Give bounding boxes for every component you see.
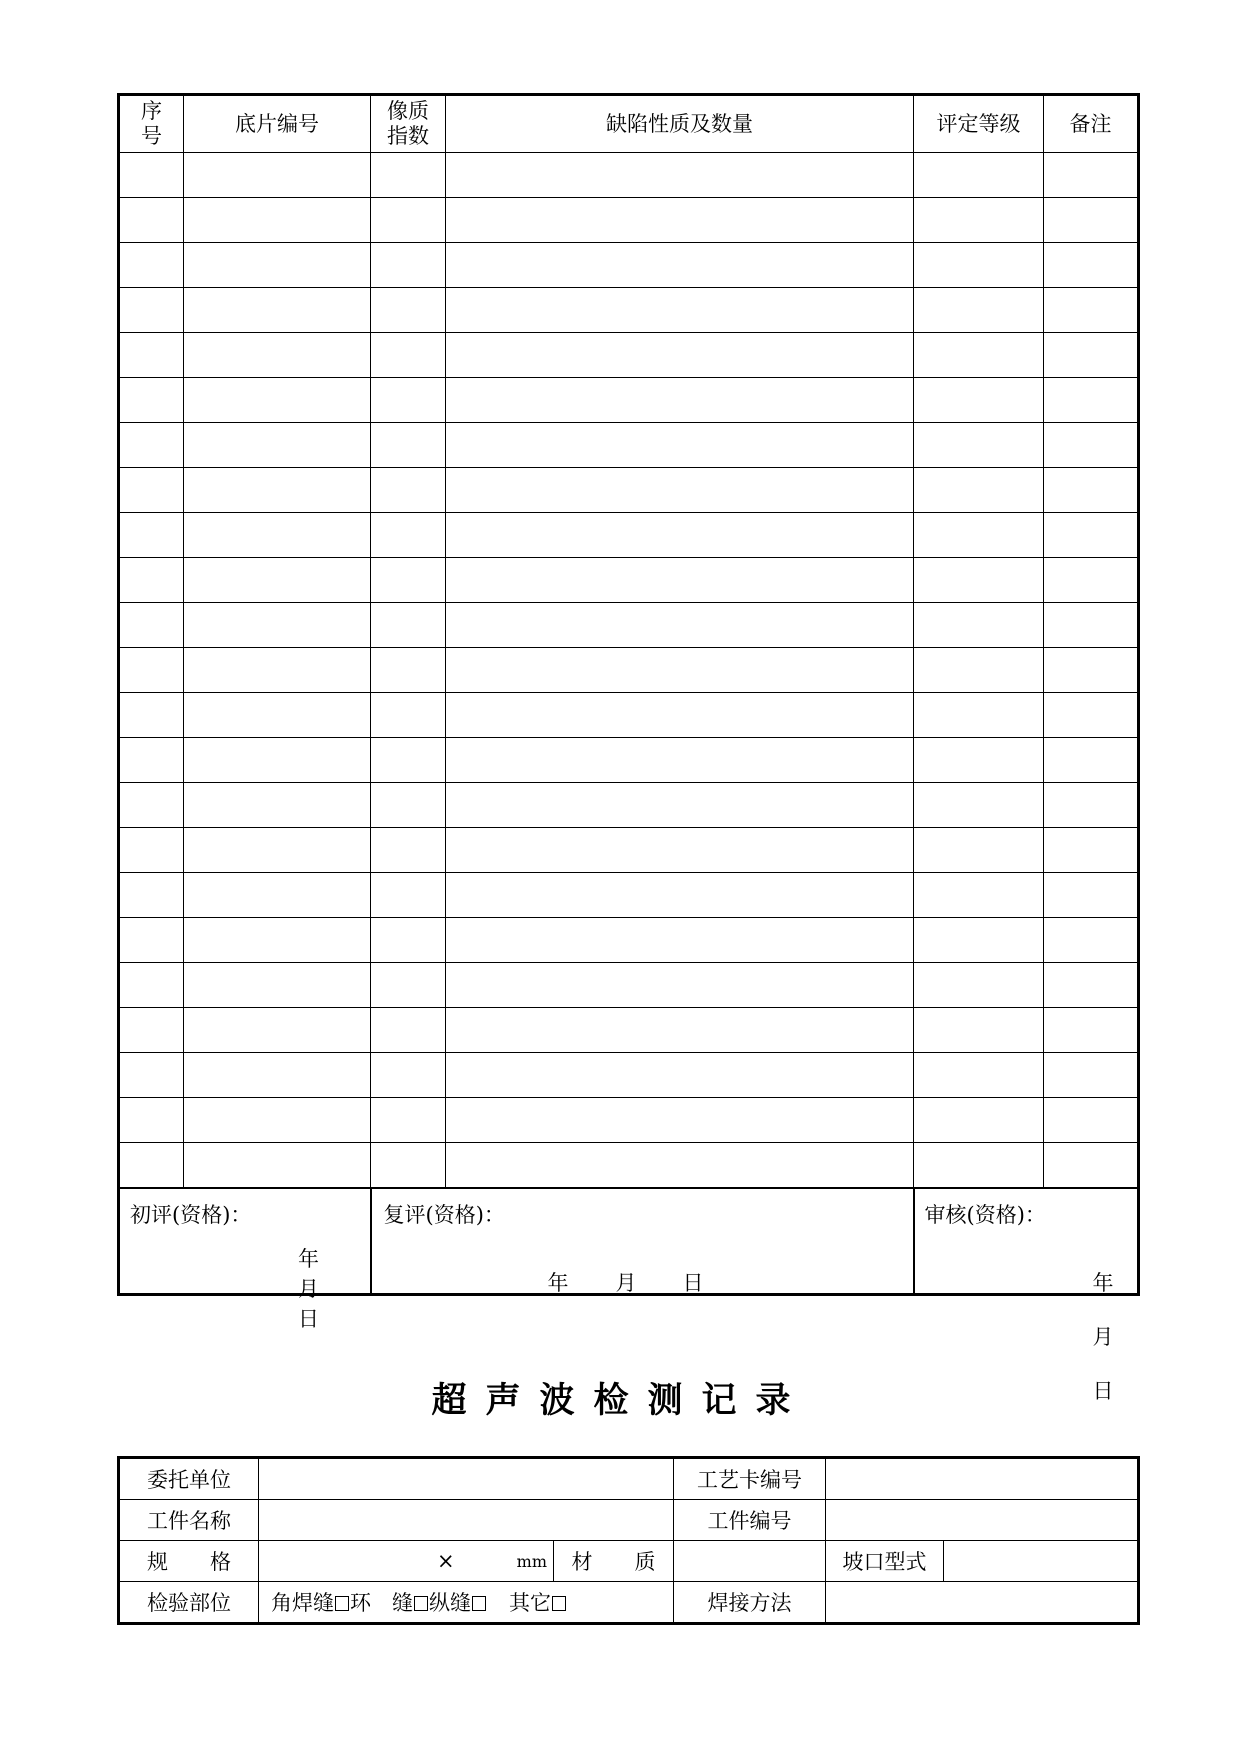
cell-iqi[interactable] [371,603,446,648]
cell-grade[interactable] [914,603,1044,648]
cell-remark[interactable] [1044,513,1139,558]
cell-remark[interactable] [1044,243,1139,288]
process-card-field[interactable] [826,1458,1139,1500]
cell-seq[interactable] [119,558,184,603]
cell-remark[interactable] [1044,558,1139,603]
cell-iqi[interactable] [371,153,446,198]
document-title: 超声波检测记录 [431,1380,810,1421]
second-review-cell[interactable] [371,1188,914,1295]
cell-iqi[interactable] [371,783,446,828]
cell-iqi[interactable] [371,873,446,918]
table-row [119,603,1139,648]
cell-grade[interactable] [914,1008,1044,1053]
cell-seq[interactable] [119,198,184,243]
info-row-spec [119,1541,1139,1582]
cell-iqi[interactable] [371,243,446,288]
option-fillet-weld: 角焊缝 [271,1591,334,1615]
cell-grade[interactable] [914,153,1044,198]
checkbox-ring-weld[interactable] [414,1596,428,1611]
cell-grade[interactable] [914,378,1044,423]
cell-remark[interactable] [1044,648,1139,693]
cell-grade[interactable] [914,423,1044,468]
checkbox-other[interactable] [552,1596,566,1611]
cell-seq[interactable] [119,153,184,198]
cell-iqi[interactable] [371,288,446,333]
cell-seq[interactable] [119,693,184,738]
cell-seq[interactable] [119,1008,184,1053]
cell-iqi[interactable] [371,333,446,378]
cell-iqi[interactable] [371,1008,446,1053]
cell-iqi[interactable] [371,1098,446,1143]
cell-film-number[interactable] [184,1143,371,1189]
cell-grade[interactable] [914,288,1044,333]
cell-iqi[interactable] [371,558,446,603]
checkbox-fillet-weld[interactable] [335,1596,349,1611]
cell-iqi[interactable] [371,648,446,693]
cell-film-number[interactable] [184,333,371,378]
ultrasonic-info-table [117,1456,1140,1625]
cell-seq[interactable] [119,783,184,828]
table-row [119,333,1139,378]
cell-film-number[interactable] [184,153,371,198]
cell-remark[interactable] [1044,963,1139,1008]
cell-seq[interactable] [119,918,184,963]
cell-film-number[interactable] [184,468,371,513]
cell-seq[interactable] [119,513,184,558]
cell-grade[interactable] [914,1143,1044,1189]
table-row [119,828,1139,873]
cell-iqi[interactable] [371,1053,446,1098]
cell-film-number[interactable] [184,828,371,873]
cell-remark[interactable] [1044,468,1139,513]
cell-defect[interactable] [446,1143,914,1189]
info-row-client [119,1458,1139,1500]
workpiece-number-field[interactable] [826,1500,1139,1541]
cell-defect[interactable] [446,1053,914,1098]
cell-film-number[interactable] [184,198,371,243]
spec-field[interactable] [259,1541,554,1582]
cell-iqi[interactable] [371,738,446,783]
cell-grade[interactable] [914,783,1044,828]
cell-seq[interactable] [119,828,184,873]
audit-date: 年月日 [1092,1271,1114,1403]
second-review-date: 年 月 日 [547,1271,704,1295]
table-row [119,513,1139,558]
cell-remark[interactable] [1044,693,1139,738]
material-label: 材 质 [554,1541,674,1582]
inspection-location-label: 检验部位 [119,1582,259,1624]
table-row [119,378,1139,423]
cell-grade[interactable] [914,693,1044,738]
cell-defect[interactable] [446,468,914,513]
cell-seq[interactable] [119,1053,184,1098]
table-row [119,738,1139,783]
table-row [119,198,1139,243]
table-row [119,783,1139,828]
cell-defect[interactable] [446,198,914,243]
checkbox-long-weld[interactable] [472,1596,486,1611]
cell-iqi[interactable] [371,963,446,1008]
cell-grade[interactable] [914,513,1044,558]
welding-method-field[interactable] [826,1582,1139,1624]
cell-defect[interactable] [446,693,914,738]
cell-film-number[interactable] [184,243,371,288]
cell-defect[interactable] [446,153,914,198]
table-row [119,153,1139,198]
cell-remark[interactable] [1044,738,1139,783]
header-defect: 缺陷性质及数量 [446,95,914,153]
cell-seq[interactable] [119,468,184,513]
table-row [119,468,1139,513]
cell-grade[interactable] [914,738,1044,783]
table-row [119,1053,1139,1098]
table-row [119,243,1139,288]
cell-seq[interactable] [119,1098,184,1143]
cell-film-number[interactable] [184,603,371,648]
cell-remark[interactable] [1044,153,1139,198]
client-label: 委托单位 [119,1458,259,1500]
cell-grade[interactable] [914,243,1044,288]
cell-seq[interactable] [119,378,184,423]
cell-seq[interactable] [119,423,184,468]
cell-defect[interactable] [446,558,914,603]
cell-remark[interactable] [1044,1098,1139,1143]
cell-seq[interactable] [119,243,184,288]
cell-iqi[interactable] [371,693,446,738]
cell-film-number[interactable] [184,1098,371,1143]
cell-seq[interactable] [119,873,184,918]
cell-grade[interactable] [914,873,1044,918]
header-remark: 备注 [1044,95,1139,153]
cell-remark[interactable] [1044,1008,1139,1053]
cell-defect[interactable] [446,333,914,378]
cell-seq[interactable] [119,333,184,378]
cell-remark[interactable] [1044,828,1139,873]
table-row [119,1008,1139,1053]
cell-film-number[interactable] [184,738,371,783]
cell-grade[interactable] [914,648,1044,693]
initial-review-date: 年月日 [298,1247,319,1331]
workpiece-name-field[interactable] [259,1500,674,1541]
cell-defect[interactable] [446,423,914,468]
cell-remark[interactable] [1044,423,1139,468]
cell-defect[interactable] [446,783,914,828]
cell-film-number[interactable] [184,558,371,603]
workpiece-number-label: 工件编号 [674,1500,826,1541]
cell-film-number[interactable] [184,873,371,918]
cell-grade[interactable] [914,198,1044,243]
table-row [119,1098,1139,1143]
cell-remark[interactable] [1044,603,1139,648]
cell-defect[interactable] [446,963,914,1008]
client-field[interactable] [259,1458,674,1500]
cell-film-number[interactable] [184,918,371,963]
table-row [119,918,1139,963]
table-row [119,963,1139,1008]
cell-defect[interactable] [446,378,914,423]
cell-seq[interactable] [119,603,184,648]
cell-iqi[interactable] [371,423,446,468]
cell-remark[interactable] [1044,333,1139,378]
cell-film-number[interactable] [184,1008,371,1053]
cell-iqi[interactable] [371,378,446,423]
inspection-location-options [259,1582,674,1624]
process-card-label: 工艺卡编号 [674,1458,826,1500]
cell-defect[interactable] [446,603,914,648]
cell-remark[interactable] [1044,873,1139,918]
cell-grade[interactable] [914,1053,1044,1098]
table-row [119,1143,1139,1189]
table-row [119,873,1139,918]
audit-label: 审核(资格)： [924,1203,1046,1227]
initial-review-cell[interactable] [119,1188,371,1331]
cell-film-number[interactable] [184,783,371,828]
cell-grade[interactable] [914,1098,1044,1143]
cell-defect[interactable] [446,828,914,873]
header-grade: 评定等级 [914,95,1044,153]
cell-remark[interactable] [1044,783,1139,828]
cell-remark[interactable] [1044,288,1139,333]
cell-grade[interactable] [914,963,1044,1008]
groove-label: 坡口型式 [826,1541,944,1582]
cell-film-number[interactable] [184,963,371,1008]
option-other: 其它 [509,1591,551,1615]
table-row [119,693,1139,738]
cell-iqi[interactable] [371,828,446,873]
cell-defect[interactable] [446,243,914,288]
film-table-body [119,153,1139,1189]
cell-film-number[interactable] [184,693,371,738]
table-row [119,558,1139,603]
table-row [119,288,1139,333]
film-table-header [119,95,1139,153]
cell-seq[interactable] [119,1143,184,1189]
cell-remark[interactable] [1044,378,1139,423]
cell-defect[interactable] [446,648,914,693]
header-seq: 序 号 [119,95,184,153]
cell-iqi[interactable] [371,198,446,243]
cell-defect[interactable] [446,1098,914,1143]
cell-seq[interactable] [119,738,184,783]
option-ring-weld: 环 缝 [350,1591,413,1615]
option-long-weld: 纵缝 [429,1591,471,1615]
cell-film-number[interactable] [184,423,371,468]
material-field[interactable] [674,1541,826,1582]
cell-defect[interactable] [446,513,914,558]
welding-method-label: 焊接方法 [674,1582,826,1624]
cell-remark[interactable] [1044,1053,1139,1098]
cell-film-number[interactable] [184,513,371,558]
cell-iqi[interactable] [371,468,446,513]
cell-defect[interactable] [446,918,914,963]
cell-grade[interactable] [914,828,1044,873]
cell-iqi[interactable] [371,1143,446,1189]
cell-remark[interactable] [1044,918,1139,963]
cell-grade[interactable] [914,333,1044,378]
cell-defect[interactable] [446,288,914,333]
cell-defect[interactable] [446,873,914,918]
cell-film-number[interactable] [184,648,371,693]
cell-grade[interactable] [914,558,1044,603]
times-sign: × [437,1549,455,1573]
spec-unit: mm [516,1552,547,1571]
cell-iqi[interactable] [371,513,446,558]
cell-seq[interactable] [119,963,184,1008]
header-iqi: 像质 指数 [371,95,446,153]
info-row-inspection [119,1582,1139,1624]
groove-field[interactable] [944,1541,1139,1582]
cell-grade[interactable] [914,918,1044,963]
audit-cell[interactable] [914,1188,1139,1403]
table-row [119,648,1139,693]
cell-grade[interactable] [914,468,1044,513]
cell-film-number[interactable] [184,288,371,333]
cell-remark[interactable] [1044,1143,1139,1189]
header-film-number: 底片编号 [184,95,371,153]
cell-defect[interactable] [446,738,914,783]
spec-label: 规 格 [119,1541,259,1582]
signature-row [119,1188,1139,1295]
table-row [119,423,1139,468]
workpiece-name-label: 工件名称 [119,1500,259,1541]
cell-seq[interactable] [119,288,184,333]
second-review-label: 复评(资格)： [383,1203,505,1227]
info-row-workpiece [119,1500,1139,1541]
cell-remark[interactable] [1044,198,1139,243]
cell-seq[interactable] [119,648,184,693]
cell-defect[interactable] [446,1008,914,1053]
cell-iqi[interactable] [371,918,446,963]
cell-film-number[interactable] [184,378,371,423]
cell-film-number[interactable] [184,1053,371,1098]
initial-review-label: 初评(资格)： [130,1203,252,1227]
